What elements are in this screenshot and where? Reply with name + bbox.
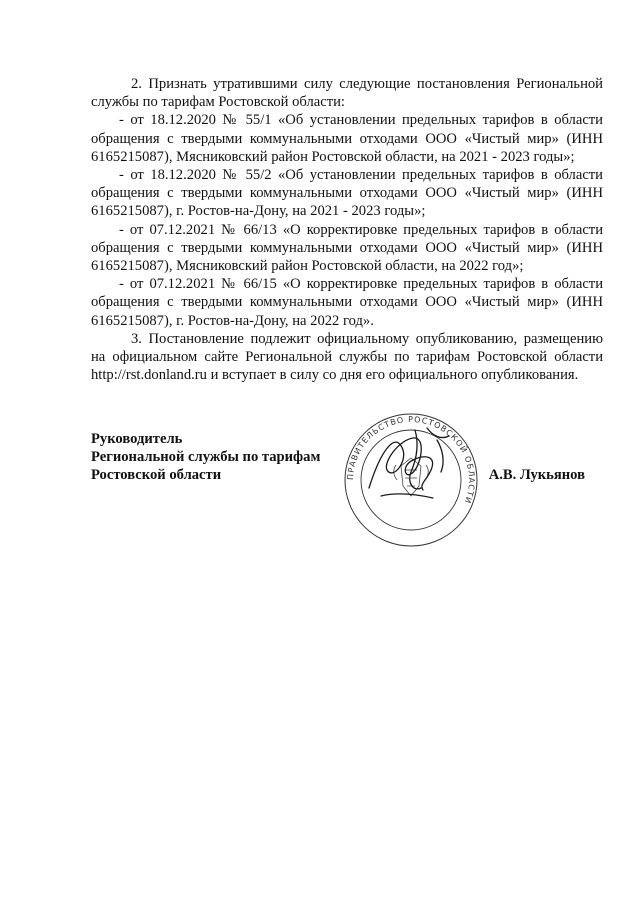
signature-block [91, 414, 603, 550]
signatory-title-line: Ростовской области [91, 467, 222, 484]
list-item: - от 07.12.2021 № 66/15 «О корректировке предельных тарифов в области обращения с твердыми коммунальными отходами ООО «Чистый мир» (ИНН 6165215087), г. Ростов-на-Дону, на 2022 год». [91, 276, 603, 329]
signatory-title-line: Руководитель [91, 431, 183, 447]
paragraph-2: 2. Признать утратившими силу следующие постановления Региональной службы по тарифам Ростовской области: [91, 76, 603, 111]
signatory-title [91, 430, 320, 485]
paragraph-3: 3. Постановление подлежит официальному опубликованию, размещению на официальном сайте Региональной службы по тарифам Ростовской области http://rst.donland.ru и вступает в силу со дня его официального опубликования. [91, 330, 603, 384]
list-item: - от 07.12.2021 № 66/13 «О корректировке предельных тарифов в области обращения с твердыми коммунальными отходами ООО «Чистый мир» (ИНН 6165215087), Мясниковский район Ростовской области, на 2022 год»; [91, 221, 603, 275]
document-body [91, 75, 603, 384]
list-item: - от 18.12.2020 № 55/1 «Об установлении предельных тарифов в области обращения с твердыми коммунальными отходами ООО «Чистый мир» (ИНН 6165215087), Мясниковский район Ростовской области, на 2021 - 2023 годы»; [91, 112, 603, 165]
signatory-name: А.В. Лукьянов [488, 467, 585, 484]
signatory-title-line: Региональной службы по тарифам [91, 449, 321, 466]
seal-text: ПРАВИТЕЛЬСТВО РОСТОВСКОЙ ОБЛАСТИ [345, 414, 477, 506]
list-item: - от 18.12.2020 № 55/2 «Об установлении предельных тарифов в области обращения с твердыми коммунальными отходами ООО «Чистый мир» (ИНН 6165215087), г. Ростов-на-Дону, на 2021 - 2023 годы»; [91, 167, 603, 220]
official-seal-stamp [341, 410, 481, 550]
handwritten-signature [369, 428, 449, 498]
